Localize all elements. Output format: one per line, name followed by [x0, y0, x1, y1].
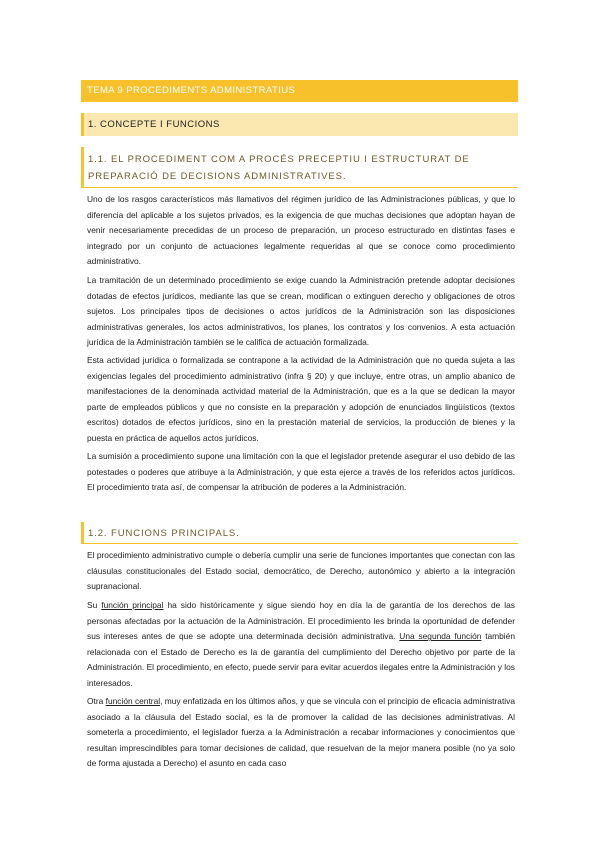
section-heading: 1. CONCEPTE I FUNCIONS: [81, 113, 518, 136]
paragraph-6-text-a: Su: [87, 600, 102, 610]
subsection-heading-1-2: 1.2. FUNCIONS PRINCIPALS.: [81, 522, 518, 544]
underlined-term-second-function: Una segunda función: [399, 631, 482, 642]
paragraph-6-text-c: también relacionada con el Estado de Derecho es la de garantía del cumplimiento del Derecho objetivo por parte de la Administración. El procedimiento, en efecto, puede servir para evitar acuerdos ilegales entre la Administración y los interesados.: [87, 631, 515, 688]
paragraph-4: La sumisión a procedimiento supone una limitación con la que el legislador pretende asegurar el uso debido de las potestades o poderes que atribuye a la Administración, y que esta ejerce a través de los referidos actos jurídicos. El procedimiento trata así, de compensar la atribución de poderes a la Administración.: [87, 451, 515, 493]
paragraph-3: Esta actividad jurídica o formalizada se contrapone a la actividad de la Administración que no queda sujeta a las exigencias legales del procedimiento administrativo (infra § 20) y que incluye, entre otras, un amplio abanico de manifestaciones de la denominada actividad material de la Administración, que es a la que se dedican la mayor parte de empleados públicos y que no consiste en la preparación y adopción de enunciados lingüísticos (textos escritos) dotados de efectos jurídicos, sino en la prestación material de servicios, la producción de bienes y la puesta en práctica de aquellos actos jurídicos.: [87, 355, 515, 443]
paragraph-2: La tramitación de un determinado procedimiento se exige cuando la Administración pretende adoptar decisiones dotadas de efectos jurídicos, mediante las que se crean, modifican o extinguen derecho y obligaciones de otros sujetos. Los principales tipos de decisiones o actos jurídicos de la Administración son las disposiciones administrativas generales, los actos administrativos, los planes, los contratos y los convenios. A esta actuación jurídica de la Administración también se le califica de actuación formalizada.: [87, 275, 515, 348]
underlined-term-main-function: función principal: [101, 600, 164, 610]
paragraph-7-text-b: , muy enfatizada en los últimos años, y que se vincula con el principio de eficacia administrativa asociado a la cláusula del Estado social, es la de promover la calidad de las decisiones administrativas. Al someterla a procedimiento, el legislador fuerza a la Administración a recabar informaciones y conocimientos que resultan imprescindibles para tomar decisiones de calidad, que resuelvan de la mejor manera posible (no ya solo de forma ajustada a Derecho) el asunto en cada caso: [87, 696, 515, 769]
paragraph-6: [87, 598, 515, 692]
paragraph-6-text-b: ha sido históricamente y sigue siendo hoy en día la de garantía de los derechos de las personas afectadas por la actuación de la Administración. El procedimiento les brinda la oportunidad de defender sus intereses antes de que se adopte una determinada decisión administrativa.: [87, 600, 515, 642]
paragraph-5: El procedimiento administrativo cumple o debería cumplir una serie de funciones importantes que conectan con las cláusulas constitucionales del Estado social, democrático, de Derecho, autonómico y abierto a la integración supranacional.: [87, 550, 515, 592]
underlined-term-central-function: función central: [105, 696, 161, 706]
paragraph-7: [87, 694, 515, 772]
paragraph-7-text-a: Otra: [87, 696, 106, 706]
paragraph-1: Uno de los rasgos característicos más llamativos del régimen jurídico de las Administraciones públicas, y que lo diferencia del aplicable a los sujetos privados, es la exigencia de que muchas decisiones que adoptan hayan de venir necesariamente precedidas de un proceso de preparación, un proceso estructurado en distintas fases e integrado por un conjunto de actuaciones legalmente requeridas al que se conoce como procedimiento administrativo.: [87, 194, 515, 267]
topic-title: TEMA 9 PROCEDIMENTS ADMINISTRATIUS: [81, 80, 518, 102]
subsection-heading-1-1: 1.1. EL PROCEDIMENT COM A PROCÉS PRECEPTIU I ESTRUCTURAT DE PREPARACIÓ DE DECISIONS ADMINISTRATIVES.: [81, 147, 518, 188]
